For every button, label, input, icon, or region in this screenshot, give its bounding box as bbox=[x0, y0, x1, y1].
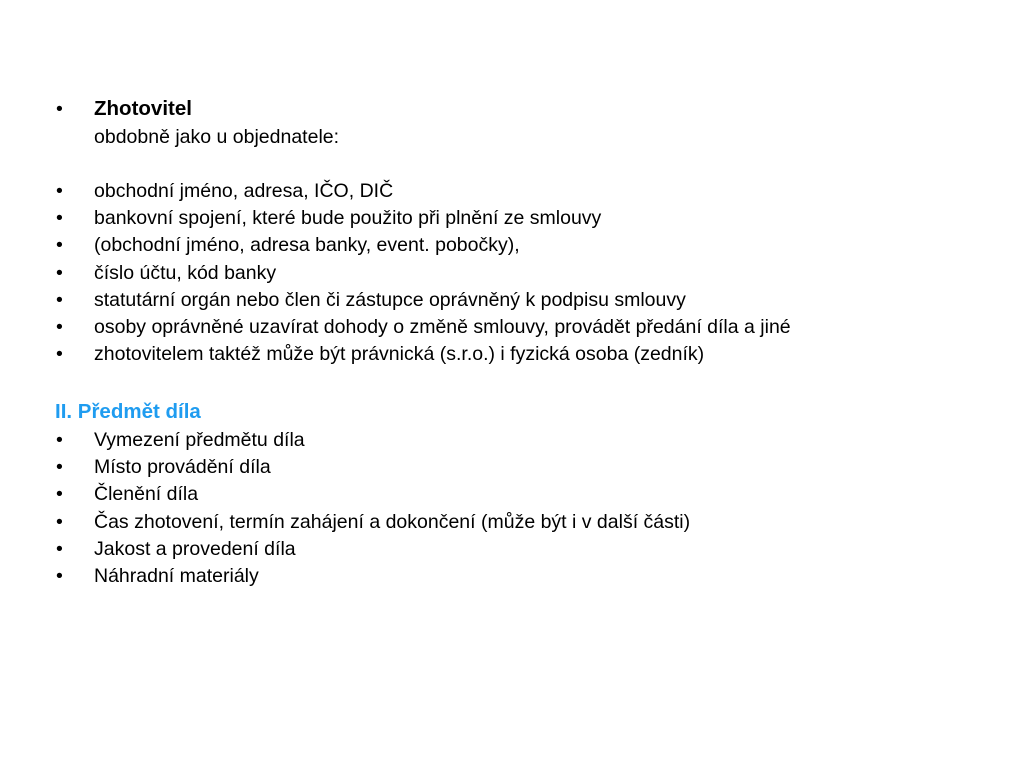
list-item-text: statutární orgán nebo člen či zástupce oprávněný k podpisu smlouvy bbox=[94, 288, 686, 311]
subject-list bbox=[0, 427, 1024, 590]
list-item bbox=[0, 454, 1024, 481]
list-item bbox=[0, 232, 1024, 259]
contractor-subheading: obdobně jako u objednatele: bbox=[94, 126, 340, 148]
list-item-text: (obchodní jméno, adresa banky, event. pobočky), bbox=[94, 234, 520, 257]
section-title: II. Předmět díla bbox=[55, 400, 201, 423]
list-item-text: Vymezení předmětu díla bbox=[94, 429, 305, 451]
list-item bbox=[0, 341, 1024, 368]
list-item bbox=[0, 481, 1024, 508]
bullet-icon: • bbox=[56, 483, 63, 506]
bullet-icon: • bbox=[56, 343, 63, 366]
list-item-text: Náhradní materiály bbox=[94, 564, 259, 587]
bullet-icon: • bbox=[56, 288, 63, 311]
list-item bbox=[0, 509, 1024, 536]
subject-title-row bbox=[0, 397, 1024, 427]
list-item bbox=[0, 287, 1024, 314]
list-item-text: zhotovitelem taktéž může být právnická (s.r.o.) i fyzická osoba (zedník) bbox=[94, 343, 705, 366]
bullet-icon: • bbox=[56, 234, 63, 257]
contractor-subheading-row bbox=[0, 124, 1024, 151]
contractor-list bbox=[0, 178, 1024, 368]
subject-title-block bbox=[0, 397, 1024, 427]
bullet-icon: • bbox=[56, 564, 63, 587]
list-item-text: Jakost a provedení díla bbox=[94, 537, 296, 560]
list-item bbox=[0, 205, 1024, 232]
list-item bbox=[0, 178, 1024, 205]
list-item-text: Členění díla bbox=[94, 483, 199, 506]
list-item bbox=[0, 536, 1024, 563]
list-item bbox=[0, 427, 1024, 454]
list-item bbox=[0, 314, 1024, 341]
bullet-icon: • bbox=[56, 261, 63, 284]
bullet-icon: • bbox=[56, 207, 63, 230]
list-item bbox=[0, 563, 1024, 590]
bullet-icon: • bbox=[56, 537, 63, 560]
list-item-text: Čas zhotovení, termín zahájení a dokončení (může být i v další části) bbox=[94, 510, 691, 533]
bullet-icon: • bbox=[56, 456, 63, 479]
list-item-text: obchodní jméno, adresa, IČO, DIČ bbox=[94, 180, 394, 202]
contractor-heading-block bbox=[0, 94, 1024, 151]
bullet-icon: • bbox=[56, 510, 63, 533]
bullet-icon: • bbox=[56, 180, 63, 202]
list-item-text: osoby oprávněné uzavírat dohody o změně smlouvy, provádět předání díla a jiné bbox=[94, 315, 791, 338]
list-item-text: Místo provádění díla bbox=[94, 456, 271, 479]
list-item-text: bankovní spojení, které bude použito při plnění ze smlouvy bbox=[94, 207, 602, 230]
list-item bbox=[0, 260, 1024, 287]
bullet-icon: • bbox=[56, 429, 63, 451]
contractor-heading: Zhotovitel bbox=[94, 97, 192, 120]
list-item-text: číslo účtu, kód banky bbox=[94, 261, 277, 284]
bullet-icon: • bbox=[56, 315, 63, 338]
bullet-icon: • bbox=[56, 98, 63, 120]
contractor-heading-row bbox=[0, 94, 1024, 124]
